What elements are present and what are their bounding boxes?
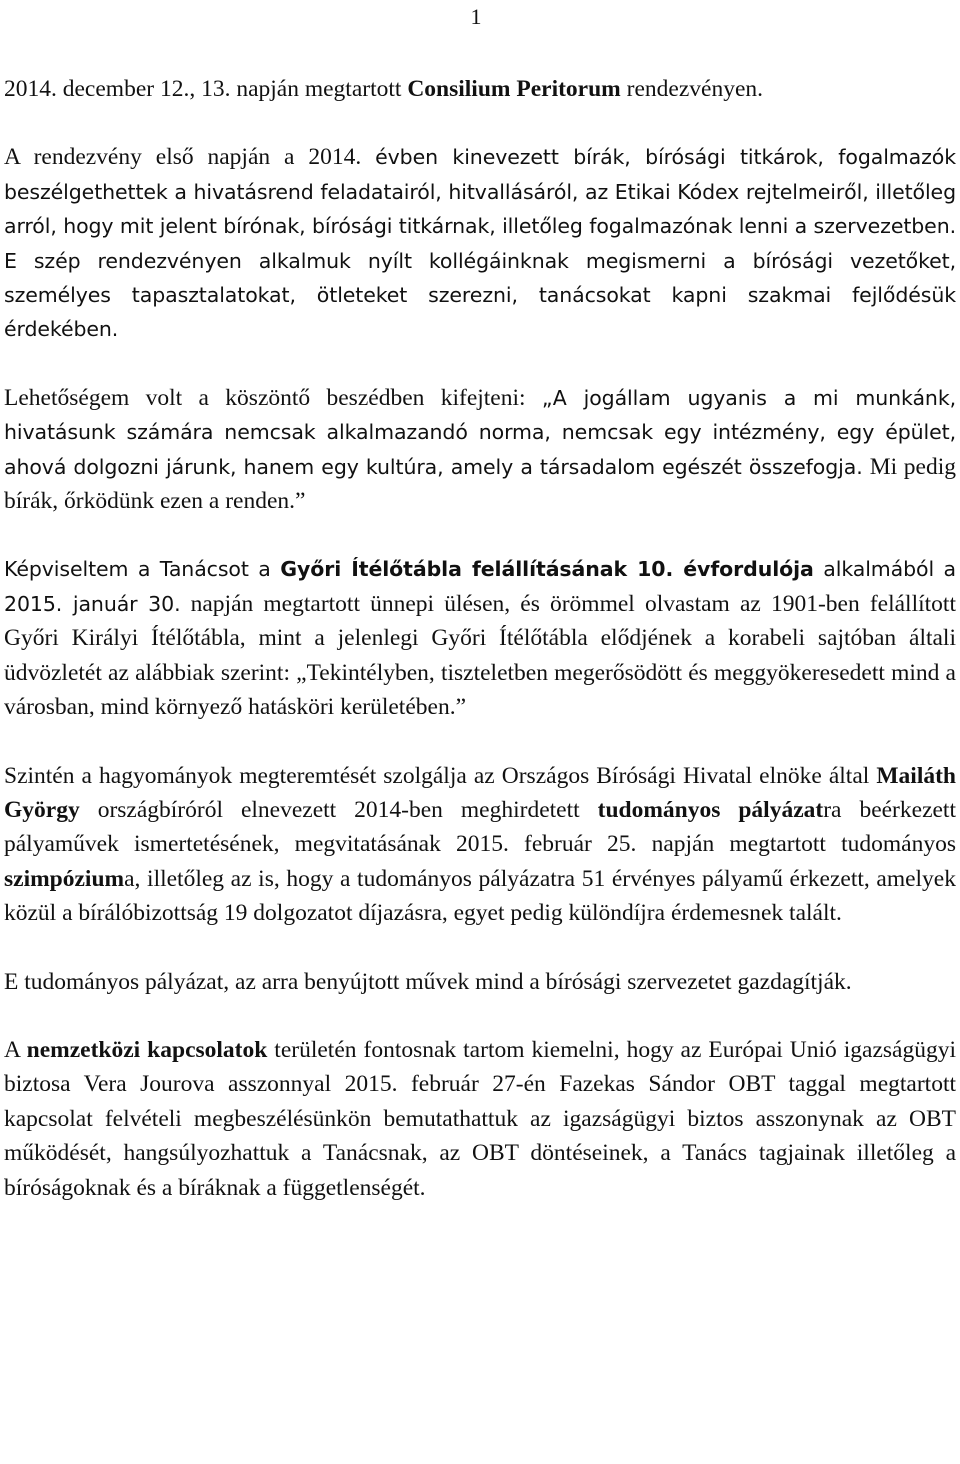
paragraph-gap bbox=[4, 931, 956, 965]
text: területén fontosnak tartom kiemelni, hogy az Európai Unió igazságügyi biztosa Vera Jourova asszonnyal 2015. február 27-én Fazekas Sándor OBT taggal megtartott kapcsolat felvételi megbeszélésünkön bemutathattuk az igazságügyi biztos asszonynak az OBT működését, hangsúlyozhattuk a Tanácsnak, az OBT döntéseinek, a Tanács tagjainak illetőleg a bíróságoknak és a bíráknak a függetlenségét. bbox=[4, 1036, 956, 1201]
paragraph-international-relations bbox=[4, 1033, 956, 1205]
paragraph-enrichment bbox=[4, 965, 956, 999]
paragraph-gap bbox=[4, 518, 956, 552]
document-body bbox=[4, 72, 956, 1205]
page-number: 1 bbox=[470, 4, 482, 29]
paragraph-first-day bbox=[4, 140, 956, 346]
paragraph-welcome-speech bbox=[4, 381, 956, 519]
text: A bbox=[4, 1036, 27, 1063]
paragraph-gap bbox=[4, 347, 956, 381]
paragraph-consilium bbox=[4, 72, 956, 106]
text: 2014. december 12., 13. napján megtartott bbox=[4, 76, 408, 102]
text: napján megtartott ünnepi ülésen, és örömmel olvastam az 1901-ben felállított Győri Királyi Ítélőtábla, mint a jelenlegi Győri Ítélőtábla elődjének a korabeli sajtóban általi üdvözletét az alábbiak szerint: „Tekintélyben, tiszteletben megerősödött és meggyökeresedett mind a városban, mind környező hatásköri kerületében.” bbox=[4, 590, 956, 721]
text: Mi pedig bírák, őrködünk ezen a renden.” bbox=[4, 453, 956, 515]
emphasis-mailath: Mailáth György bbox=[4, 762, 956, 823]
emphasis-gyor-anniversary: Győri Ítélőtábla felállításának 10. évfordulója bbox=[280, 557, 814, 582]
paragraph-gap bbox=[4, 106, 956, 140]
text: rendezvényen. bbox=[620, 76, 763, 102]
text: E tudományos pályázat, az arra benyújtott művek mind a bírósági szervezetet gazdagítják. bbox=[4, 968, 852, 995]
emphasis-consilium-peritorum: Consilium Peritorum bbox=[407, 76, 621, 102]
text: A rendezvény első napján a 2014. bbox=[4, 144, 376, 171]
text: Lehetőségem volt a köszöntő beszédben kifejteni: bbox=[4, 384, 542, 411]
paragraph-gap bbox=[4, 725, 956, 759]
quote: „A jogállam ugyanis a mi munkánk, hivatásunk számára nemcsak alkalmazandó norma, nemcsak egy intézmény, egy épület, ahová dolgozni járunk, hanem egy kultúra, amely a társadalom egészét összefogja. bbox=[4, 385, 957, 479]
emphasis-international: nemzetközi kapcsolatok bbox=[26, 1036, 268, 1063]
text: évben kinevezett bírák, bírósági titkárok, fogalmazók beszélgethettek a hivatásrend feladatairól, hitvallásáról, az Etikai Kódex rejtelmeiről, illetőleg arról, hogy mit jelent bírónak, bírósági titkárnak, illetőleg fogalmazónak lenni a szervezetben. E szép rendezvényen alkalmuk nyílt kollégáinknak megismerni a bírósági vezetőket, személyes tapasztalatokat, ötleteket szerezni, tanácsokat kapni szakmai fejlődésük érdekében. bbox=[4, 145, 956, 342]
text: Szintén a hagyományok megteremtését szolgálja az Országos Bírósági Hivatal elnöke által bbox=[4, 762, 877, 789]
text: országbíróról elnevezett 2014-ben meghirdetett bbox=[79, 796, 598, 823]
text: alkalmából a 2015. január 30. bbox=[4, 557, 957, 616]
paragraph-scientific-competition bbox=[4, 759, 956, 931]
text: Képviseltem a Tanácsot a bbox=[4, 557, 281, 582]
paragraph-gyor-anniversary bbox=[4, 552, 956, 724]
emphasis-competition: tudományos pályázat bbox=[597, 796, 824, 823]
emphasis-symposium: szimpózium bbox=[4, 865, 125, 892]
text: a, illetőleg az is, hogy a tudományos pályázatra 51 érvényes pályamű érkezett, amelyek közül a bírálóbizottság 19 dolgozatot díjazásra, egyet pedig különdíjra érdemesnek talált. bbox=[4, 865, 956, 927]
paragraph-gap bbox=[4, 999, 956, 1033]
text: ra beérkezett pályaművek ismertetésének, megvitatásának 2015. február 25. napján megtartott tudományos bbox=[4, 796, 956, 858]
